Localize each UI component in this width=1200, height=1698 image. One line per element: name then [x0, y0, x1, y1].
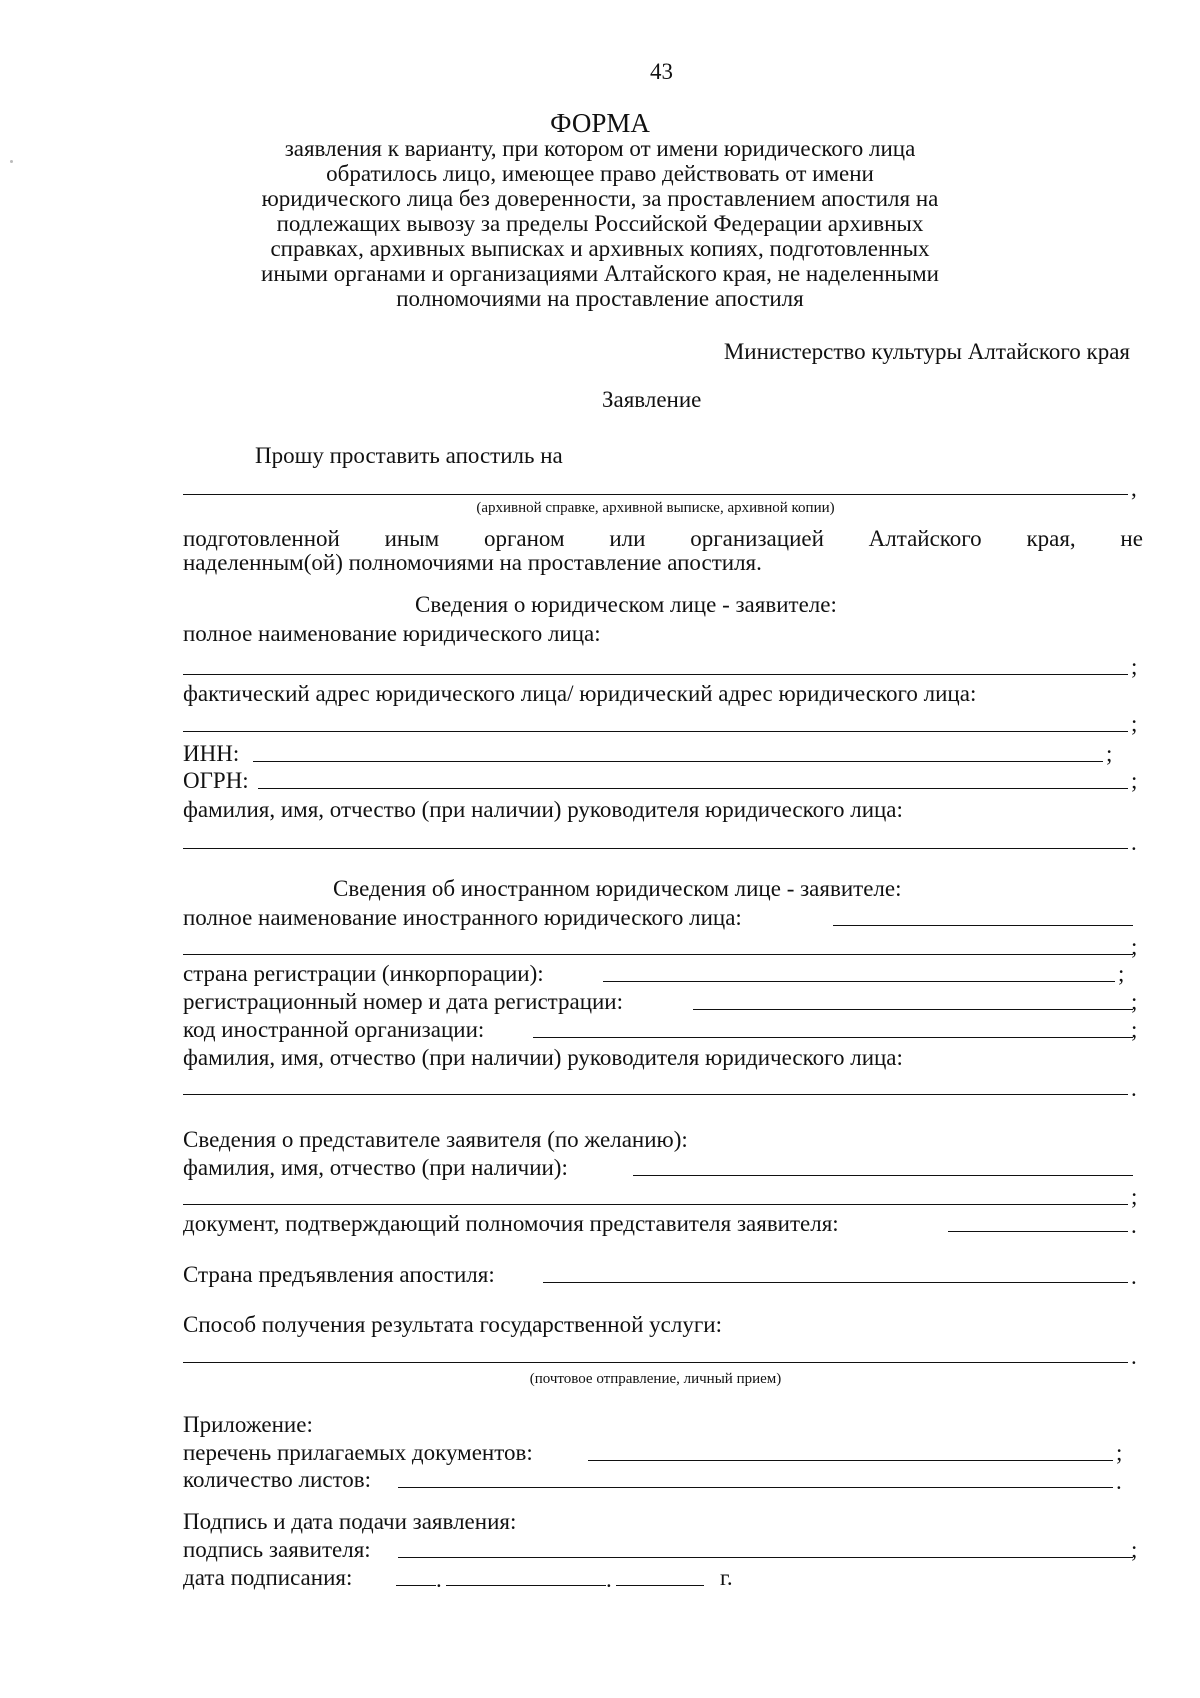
legal-entity-head-field[interactable] — [183, 848, 1128, 849]
semicolon: ; — [1131, 989, 1138, 1014]
country-of-use-label: Страна предъявления апостиля: — [183, 1262, 495, 1287]
subtitle-line: заявления к варианту, при котором от имени юридического лица — [284, 136, 916, 161]
attachments-heading: Приложение: — [183, 1412, 313, 1437]
inn-label: ИНН: — [183, 741, 240, 766]
ogrn-field[interactable] — [258, 788, 1128, 789]
period: . — [1131, 1076, 1137, 1101]
authority-document-label: документ, подтверждающий полномочия представителя заявителя: — [183, 1211, 839, 1236]
subtitle-line: обратилось лицо, имеющее право действовать от имени — [326, 161, 874, 186]
subtitle-block — [0, 136, 1200, 311]
registration-number-field[interactable] — [693, 1009, 1133, 1010]
semicolon: ; — [1131, 768, 1138, 793]
semicolon: ; — [1106, 741, 1113, 766]
foreign-org-code-label: код иностранной организации: — [183, 1017, 485, 1042]
legal-entity-head-label: фамилия, имя, отчество (при наличии) руководителя юридического лица: — [183, 797, 903, 822]
legal-entity-name-label: полное наименование юридического лица: — [183, 621, 601, 646]
justified-word: органом — [483, 526, 565, 551]
signing-day-field[interactable] — [396, 1585, 436, 1586]
semicolon: ; — [1118, 961, 1125, 986]
sheets-count-label: количество листов: — [183, 1467, 372, 1492]
inn-field[interactable] — [253, 761, 1103, 762]
period: . — [1116, 1469, 1122, 1494]
semicolon: ; — [1131, 1184, 1138, 1209]
attached-docs-field[interactable] — [588, 1460, 1113, 1461]
semicolon: ; — [1131, 711, 1138, 736]
page-number: 43 — [650, 59, 673, 84]
prepared-by-line — [183, 526, 1143, 552]
foreign-entity-heading: Сведения об иностранном юридическом лице - заявителе: — [333, 876, 902, 901]
prepared-by-line-2: наделенным(ой) полномочиями на проставление апостиля. — [183, 550, 762, 575]
signature-field[interactable] — [398, 1557, 1133, 1558]
authority-document-field[interactable] — [948, 1231, 1128, 1232]
foreign-entity-name-field[interactable] — [183, 954, 1133, 955]
foreign-entity-head-label: фамилия, имя, отчество (при наличии) руководителя юридического лица: — [183, 1045, 903, 1070]
period: . — [1131, 1213, 1137, 1238]
semicolon: ; — [1131, 1537, 1138, 1562]
justified-word: организацией — [690, 526, 824, 551]
document-type-field[interactable] — [183, 494, 1128, 495]
legal-entity-heading: Сведения о юридическом лице - заявителе: — [415, 592, 837, 617]
foreign-entity-head-field[interactable] — [183, 1094, 1128, 1095]
semicolon: ; — [1116, 1440, 1123, 1465]
justified-word: или — [609, 526, 646, 551]
comma: , — [1131, 476, 1137, 501]
document-title: Заявление — [602, 387, 702, 412]
registration-country-label: страна регистрации (инкорпорации): — [183, 961, 544, 986]
delivery-method-label: Способ получения результата государственной услуги: — [183, 1312, 722, 1337]
signature-label: подпись заявителя: — [183, 1537, 371, 1562]
justified-word: иным — [384, 526, 440, 551]
year-suffix: г. — [720, 1565, 733, 1590]
justified-word: Алтайского — [868, 526, 982, 551]
signing-month-field[interactable] — [446, 1585, 606, 1586]
representative-name-label: фамилия, имя, отчество (при наличии): — [183, 1155, 568, 1180]
sheets-count-field[interactable] — [398, 1487, 1113, 1488]
semicolon: ; — [1131, 1017, 1138, 1042]
subtitle-line: иными органами и организациями Алтайского края, не наделенными — [261, 261, 939, 286]
period: . — [436, 1567, 442, 1592]
justified-word: подготовленной — [183, 526, 340, 551]
country-of-use-field[interactable] — [543, 1282, 1128, 1283]
attached-docs-label: перечень прилагаемых документов: — [183, 1440, 533, 1465]
semicolon: ; — [1131, 934, 1138, 959]
subtitle-line: юридического лица без доверенности, за проставлением апостиля на — [261, 186, 939, 211]
registration-number-label: регистрационный номер и дата регистрации: — [183, 989, 624, 1014]
subtitle-line: подлежащих вывозу за пределы Российской Федерации архивных — [276, 211, 924, 236]
foreign-entity-name-field-inline[interactable] — [833, 925, 1133, 926]
foreign-org-code-field[interactable] — [533, 1037, 1133, 1038]
period: . — [1131, 1344, 1137, 1369]
addressee: Министерство культуры Алтайского края — [723, 339, 1130, 364]
delivery-method-hint: (почтовое отправление, личный прием) — [529, 1371, 782, 1387]
representative-heading: Сведения о представителе заявителя (по желанию): — [183, 1127, 688, 1152]
justified-word: края, — [1026, 526, 1076, 551]
signing-date-label: дата подписания: — [183, 1565, 353, 1590]
justified-word: не — [1120, 526, 1143, 551]
signing-year-field[interactable] — [616, 1585, 704, 1586]
representative-name-field-inline[interactable] — [633, 1175, 1133, 1176]
legal-entity-address-field[interactable] — [183, 731, 1128, 732]
period: . — [606, 1567, 612, 1592]
foreign-entity-name-label: полное наименование иностранного юридического лица: — [183, 905, 742, 930]
semicolon: ; — [1131, 654, 1138, 679]
period: . — [1131, 1264, 1137, 1289]
ogrn-label: ОГРН: — [183, 768, 249, 793]
legal-entity-address-label: фактический адрес юридического лица/ юридический адрес юридического лица: — [183, 681, 977, 706]
signature-heading: Подпись и дата подачи заявления: — [183, 1509, 517, 1534]
document-type-hint: (архивной справке, архивной выписке, архивной копии) — [476, 500, 835, 516]
form-title: ФОРМА — [550, 108, 650, 138]
subtitle-line: полномочиями на проставление апостиля — [396, 286, 804, 311]
representative-name-field[interactable] — [183, 1204, 1128, 1205]
legal-entity-name-field[interactable] — [183, 674, 1128, 675]
delivery-method-field[interactable] — [183, 1362, 1128, 1363]
period: . — [1131, 830, 1137, 855]
request-text: Прошу проставить апостиль на — [255, 443, 563, 468]
registration-country-field[interactable] — [603, 981, 1115, 982]
subtitle-line: справках, архивных выписках и архивных копиях, подготовленных — [270, 236, 930, 261]
